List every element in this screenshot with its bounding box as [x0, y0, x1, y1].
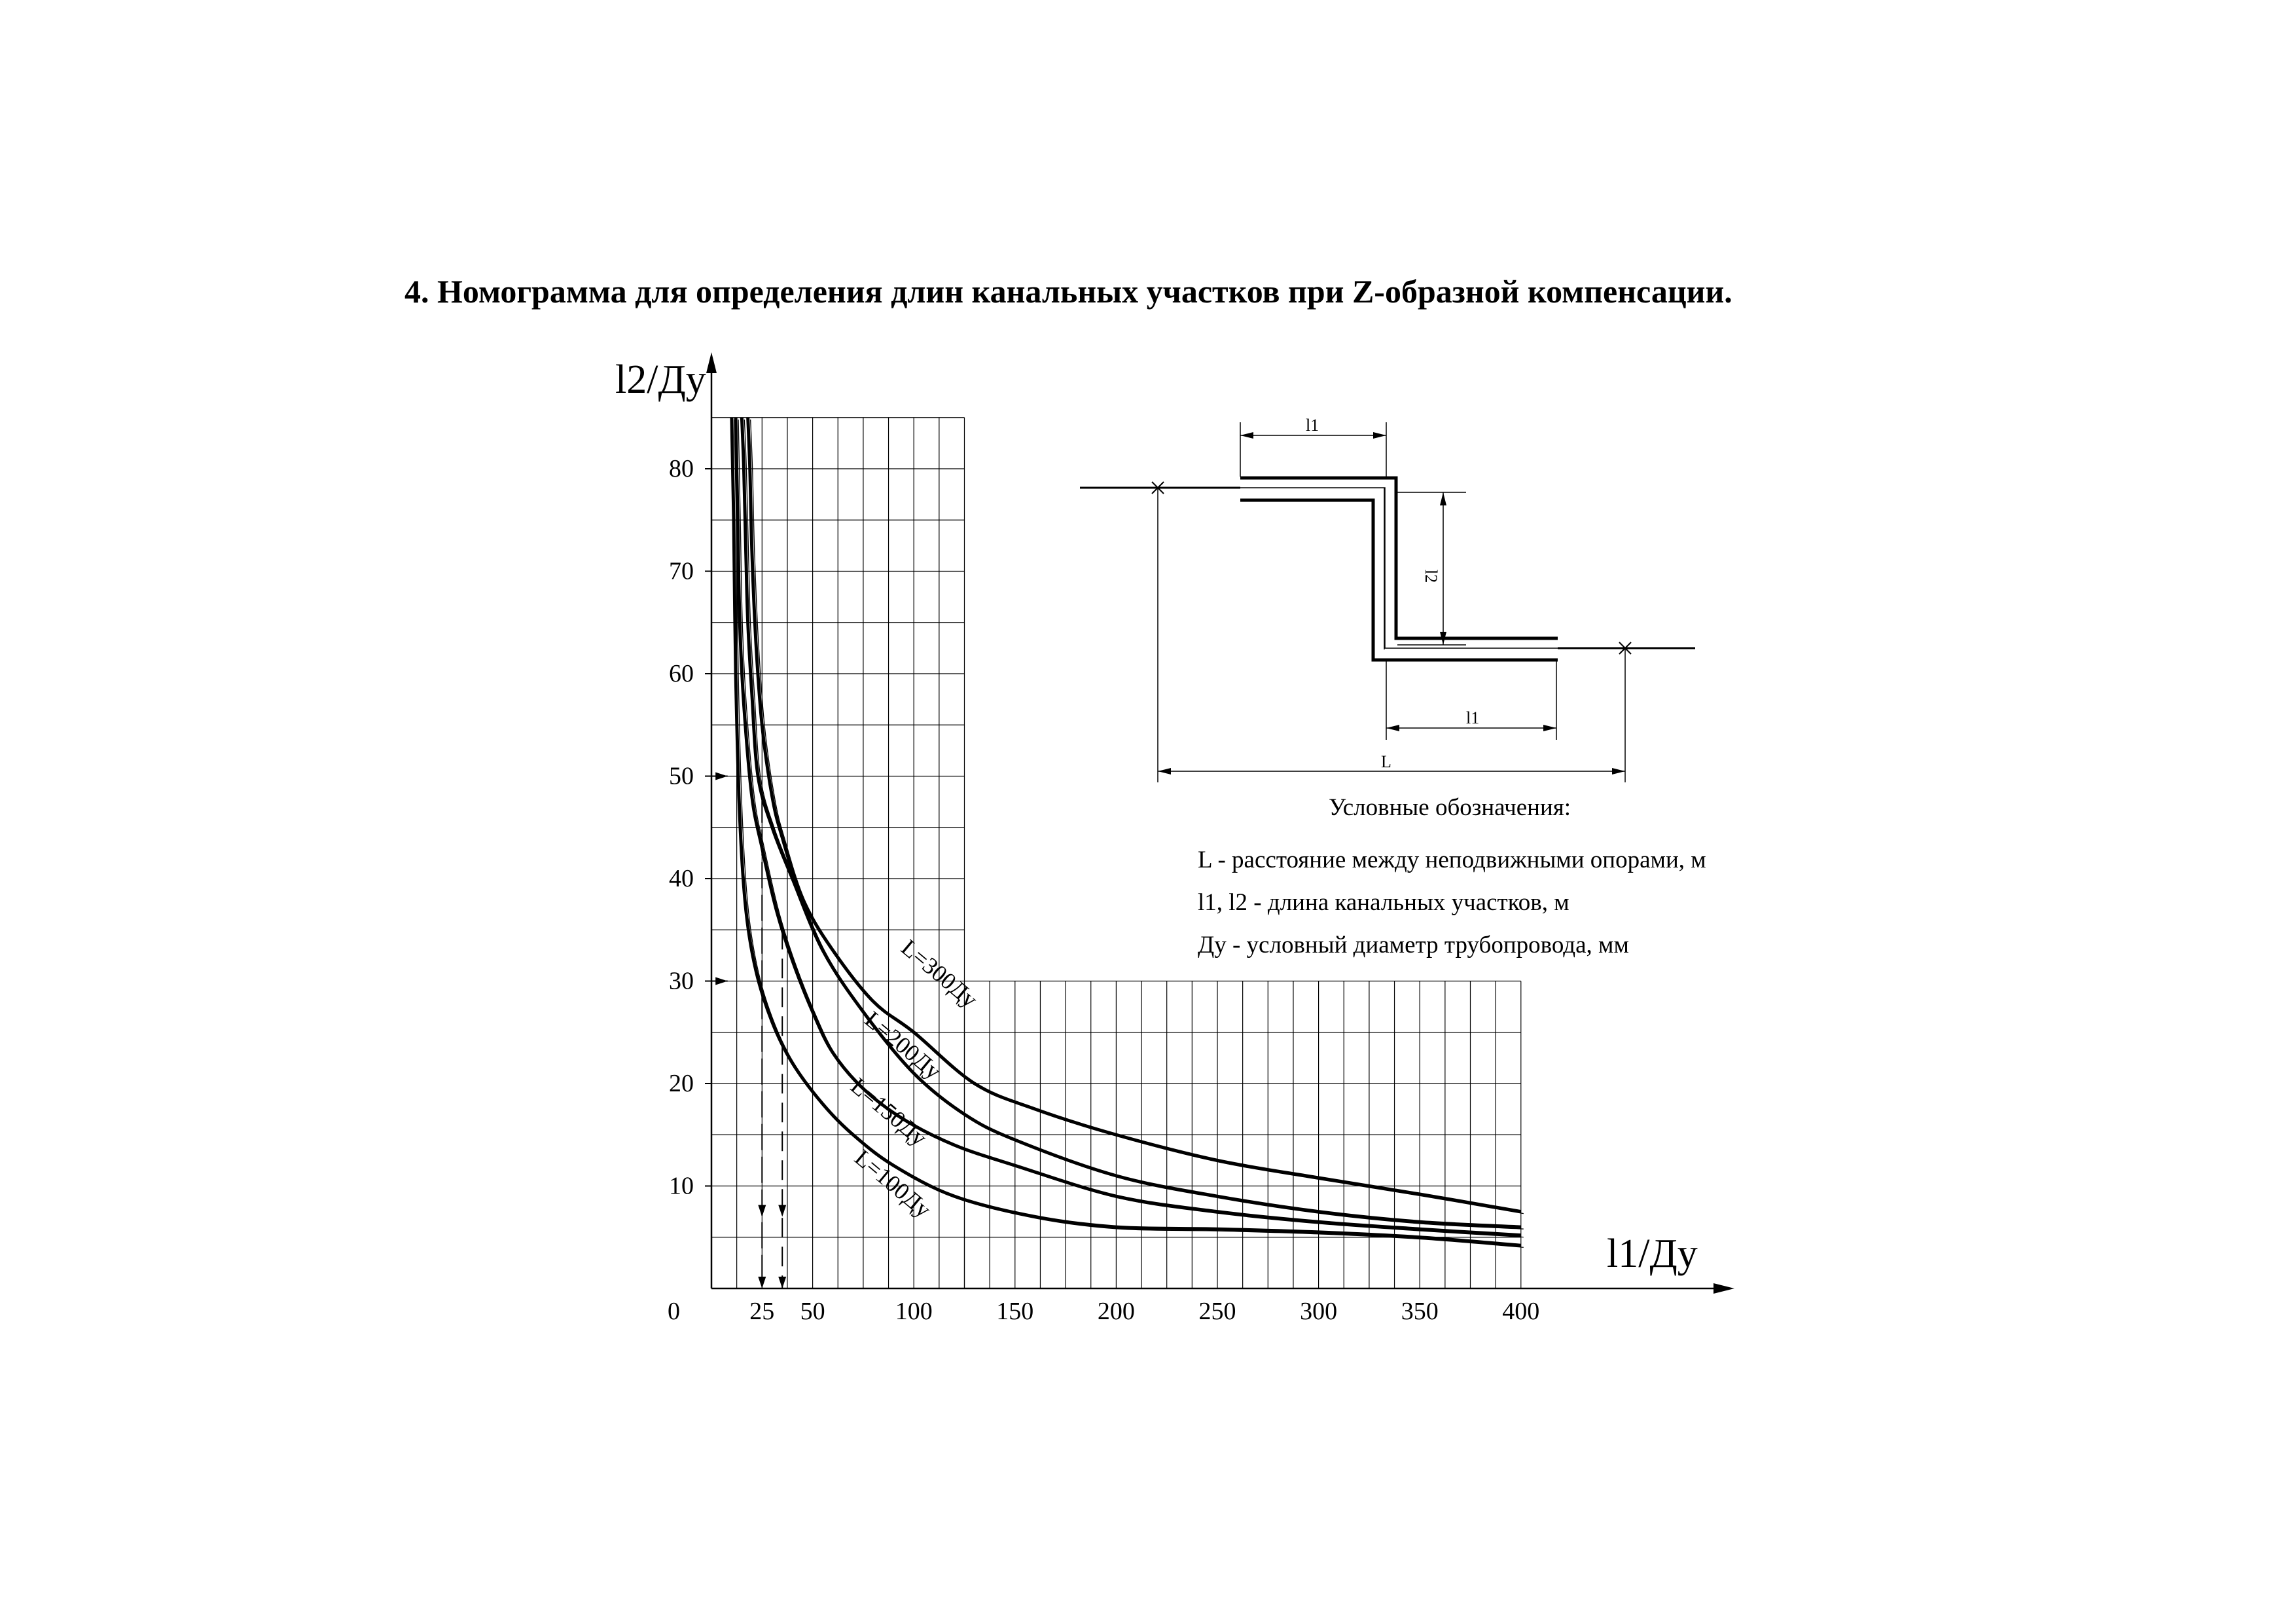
x-tick-label: 25 [749, 1298, 775, 1325]
legend-item: L - расстояние между неподвижными опорами, м [1198, 847, 1706, 873]
dim-arrow-icon [1240, 432, 1253, 439]
x-tick-label: 400 [1502, 1298, 1540, 1325]
pipe-centerline [1240, 488, 1558, 648]
guide-arrow-icon [758, 1277, 766, 1288]
y-tick-label: 50 [669, 762, 694, 790]
guide-arrow-icon [715, 773, 728, 780]
x-tick-label: 200 [1097, 1298, 1135, 1325]
dim-l1-bottom-label: l1 [1466, 708, 1480, 727]
y-tick-label: 20 [669, 1070, 694, 1097]
dim-arrow-icon [1158, 768, 1171, 775]
legend-item: l1, l2 - длина канальных участков, м [1198, 889, 1570, 916]
x-tick-label: 350 [1401, 1298, 1439, 1325]
curve-shadow [734, 420, 1524, 1248]
page-title: 4. Номограмма для определения длин канальных участков при Z-образной компенсации. [404, 273, 1732, 310]
y-tick-label: 70 [669, 557, 694, 585]
curve-label: L=200Ду [859, 1006, 946, 1085]
guide-arrow-icon [778, 1277, 786, 1288]
y-tick-label: 30 [669, 967, 694, 995]
guide-arrow-icon [758, 1205, 766, 1216]
x-axis-arrow-icon [1713, 1283, 1734, 1294]
y-axis-arrow-icon [706, 352, 717, 373]
curve-shadow [744, 420, 1523, 1229]
y-tick-labels [669, 455, 711, 1200]
y-tick-label: 40 [669, 865, 694, 892]
curve-label: L=100Ду [850, 1144, 937, 1223]
legend-heading: Условные обозначения: [1329, 794, 1571, 821]
dim-l1-top-label: l1 [1306, 416, 1319, 435]
chart-curves [732, 418, 1524, 1248]
dim-arrow-icon [1386, 725, 1399, 731]
x-tick-label: 100 [895, 1298, 933, 1325]
pipe-outer-contour [1240, 478, 1558, 638]
z-compensation-diagram [1080, 422, 1695, 782]
curve-L=100Ду [732, 418, 1521, 1246]
curve-shadow [738, 420, 1524, 1237]
curve-label: L=150Ду [846, 1072, 933, 1152]
guide-arrow-icon [715, 977, 728, 985]
x-tick-label: 250 [1198, 1298, 1236, 1325]
pipe-inner-contour [1240, 500, 1558, 660]
x-tick-labels [749, 1298, 1539, 1325]
dim-arrow-icon [1543, 725, 1556, 731]
y-tick-label: 10 [669, 1172, 694, 1200]
curve-L=150Ду [736, 418, 1521, 1235]
curve-label: L=300Ду [896, 934, 983, 1013]
origin-label: 0 [668, 1298, 680, 1325]
nomogram-chart [615, 352, 1734, 1325]
dim-arrow-icon [1373, 432, 1386, 439]
y-tick-label: 60 [669, 660, 694, 687]
x-tick-label: 300 [1300, 1298, 1338, 1325]
x-tick-label: 50 [800, 1298, 825, 1325]
legend-item: Ду - условный диаметр трубопровода, мм [1198, 932, 1629, 958]
legend [1198, 794, 1706, 958]
dim-L-label: L [1381, 752, 1391, 771]
y-tick-label: 80 [669, 455, 694, 483]
dim-arrow-icon [1612, 768, 1625, 775]
x-axis-label: l1/Ду [1607, 1231, 1698, 1276]
x-tick-label: 150 [996, 1298, 1034, 1325]
guide-arrow-icon [778, 1205, 786, 1216]
dim-l2-label: l2 [1422, 570, 1441, 583]
dim-arrow-icon [1440, 492, 1446, 505]
curve-L=200Ду [742, 418, 1520, 1227]
y-axis-label: l2/Ду [615, 357, 706, 402]
